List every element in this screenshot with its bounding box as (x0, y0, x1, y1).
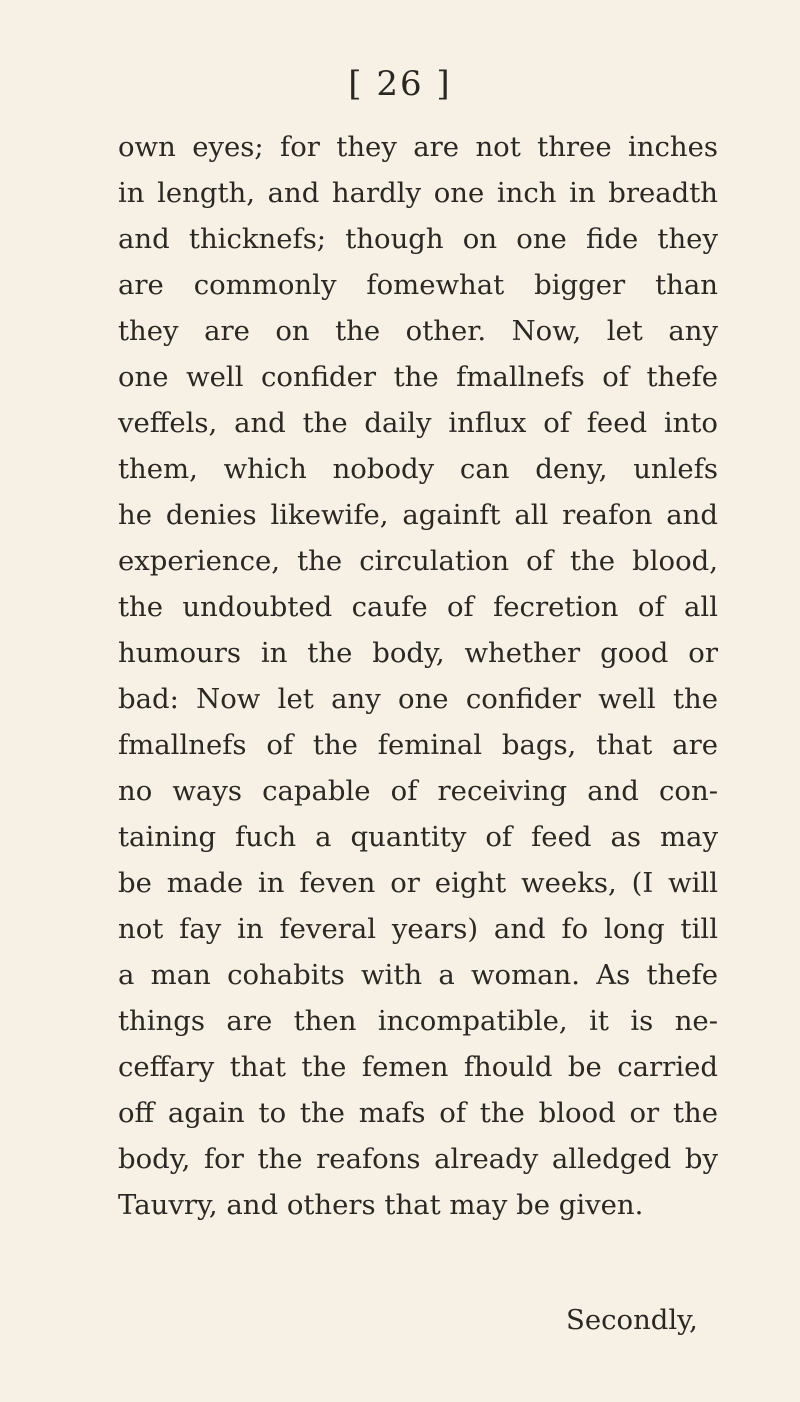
text-line: experience, the circulation of the blood, (118, 545, 718, 577)
text-line: one well confider the fmallnefs of thefe (118, 361, 718, 393)
body-text (118, 124, 718, 1228)
text-line: humours in the body, whether good or (118, 637, 718, 669)
text-line: not fay in feveral years) and fo long till (118, 913, 718, 945)
text-line: are commonly fomewhat bigger than (118, 269, 718, 301)
text-line: fmallnefs of the feminal bags, that are (118, 729, 718, 761)
text-line: a man cohabits with a woman. As thefe (118, 959, 718, 991)
text-line: taining fuch a quantity of feed as may (118, 821, 718, 853)
page-number: [ 26 ] (348, 64, 452, 104)
text-line: bad: Now let any one confider well the (118, 683, 718, 715)
text-line: they are on the other. Now, let any (118, 315, 718, 347)
text-line: things are then incompatible, it is ne- (118, 1005, 718, 1037)
text-line: own eyes; for they are not three inches (118, 131, 718, 163)
text-line: be made in feven or eight weeks, (I will (118, 867, 718, 899)
text-line: them, which nobody can deny, unlefs (118, 453, 718, 485)
text-line: the undoubted caufe of fecretion of all (118, 591, 718, 623)
catchword: Secondly, (566, 1304, 698, 1336)
text-line: off again to the mafs of the blood or the (118, 1097, 718, 1129)
text-line: Tauvry, and others that may be given. (118, 1189, 644, 1221)
text-line: veffels, and the daily influx of feed into (118, 407, 718, 439)
text-line: and thicknefs; though on one fide they (118, 223, 718, 255)
text-line: ceffary that the femen fhould be carried (118, 1051, 718, 1083)
text-line: no ways capable of receiving and con- (118, 775, 718, 807)
text-line: in length, and hardly one inch in breadth (118, 177, 718, 209)
text-line: he denies likewife, againft all reafon and (118, 499, 718, 531)
text-line: body, for the reafons already alledged by (118, 1143, 718, 1175)
